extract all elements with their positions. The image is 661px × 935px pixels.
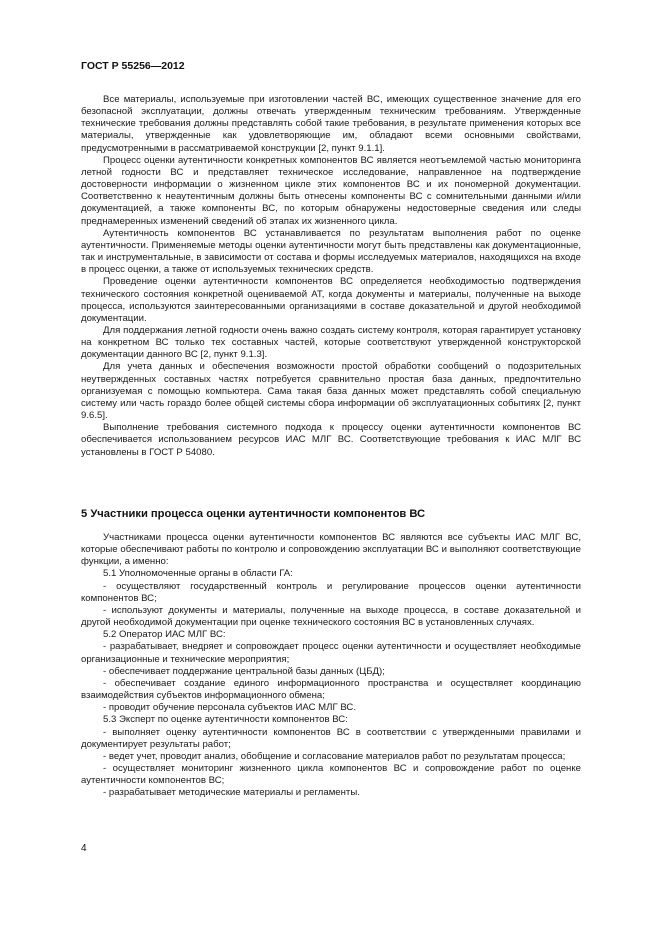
subsection-heading: 5.3 Эксперт по оценке аутентичности компонентов ВС:	[103, 714, 348, 726]
list-item: - ведет учет, проводит анализ, обобщение и согласование материалов работ по результатам процесса;	[103, 750, 566, 762]
paragraph: Процесс оценки аутентичности конкретных компонентов ВС является неотъемлемой частью мониторинга летной годности ВС и представляет техническое исследование, направленное на подтверждение достоверности информации о жизненном цикле этих компонентов ВС и их пономерной документации. Соответственно к неаутентичным должны быть отнесены компоненты ВС с сомнительными данными и/или документацией, а также компоненты ВС, по которым обнаружены недостоверные сведения или следы преднамеренных изменений сведений об этапах их жизненного цикла.	[81, 154, 581, 227]
list-item: - разрабатывает, внедряет и сопровождает процесс оценки аутентичности и осуществляет необходимые организационные и технические мероприятия;	[81, 641, 581, 665]
subsection-heading: 5.2 Оператор ИАС МЛГ ВС:	[103, 629, 226, 641]
list-item: - обеспечивает создание единого информационного пространства и осуществляет координацию взаимодействия субъектов информационного обмена;	[81, 677, 581, 702]
list-item: - проводит обучение персонала субъектов ИАС МЛГ ВС.	[103, 702, 357, 714]
list-item: - осуществляет мониторинг жизненного цикла компонентов ВС и сопровождение работ по оценке аутентичности компонентов ВС;	[81, 762, 581, 787]
intro-body	[81, 94, 581, 459]
paragraph: Для учета данных и обеспечения возможности простой обработки сообщений о подозрительных неутвержденных составных частях потребуется сравнительно простая база данных, предпочтительно организуемая с помощью компьютера. Сама такая база данных может представлять собой специальную систему или часть гораздо более общей системы сбора информации об эксплуатационных событиях [2, пункт 9.6.5].	[81, 361, 581, 422]
paragraph: Аутентичность компонентов ВС устанавливается по результатам выполнения работ по оценке аутентичности. Применяемые методы оценки аутентичности могут быть представлены как документационные, так и инструментальные, в зависимости от состава и формы исследуемых материалов, находящихся на входе в процесс оценки, а также от используемых технических средств.	[81, 227, 581, 276]
list-item: - разрабатывает методические материалы и регламенты.	[103, 787, 360, 799]
list-item: - обеспечивает поддержание центральной базы данных (ЦБД);	[103, 665, 385, 677]
list-item: - осуществляют государственный контроль и регулирование процессов оценки аутентичности компонентов ВС;	[81, 580, 581, 604]
paragraph: Для поддержания летной годности очень важно создать систему контроля, которая гарантирует установку на конкретном ВС только тех составных частей, которые соответствуют утвержденной конструкторской документации данного ВС [2, пункт 9.1.3].	[81, 324, 581, 361]
paragraph: Участниками процесса оценки аутентичности компонентов ВС являются все субъекты ИАС МЛГ ВС, которые обеспечивают работы по контролю и сопровождению эксплуатации ВС и выполняют соответствующие функции, а именно:	[81, 532, 581, 568]
subsection-heading: 5.1 Уполномоченные органы в области ГА:	[103, 568, 293, 580]
list-item: - выполняет оценку аутентичности компонентов ВС в соответствии с утвержденными правилами и документирует результаты работ;	[81, 726, 581, 750]
section-body	[81, 532, 581, 799]
page-number: 4	[81, 843, 87, 854]
list-item: - используют документы и материалы, полученные на выходе процесса, в составе доказательной и другой необходимой документации при оценке технического состояния ВС в установленных случаях.	[81, 604, 581, 629]
standard-header: ГОСТ Р 55256—2012	[81, 60, 185, 72]
section-heading: 5 Участники процесса оценки аутентичности компонентов ВС	[81, 508, 426, 520]
paragraph: Все материалы, используемые при изготовлении частей ВС, имеющих существенное значение для его безопасной эксплуатации, должны отвечать утвержденным техническим требованиям. Утвержденные технические требования должны представлять собой такие требования, в результате применения которых все материалы, утвержденные как удовлетворяющие им, обладают всеми основными свойствами, предусмотренными в рассматриваемой конструкции [2, пункт 9.1.1].	[81, 94, 581, 154]
paragraph: Проведение оценки аутентичности компонентов ВС определяется необходимостью подтверждения технического состояния конкретной оцениваемой АТ, когда документы и материалы, полученные на выходе процесса, используются заинтересованными организациями в составе доказательной и другой необходимой документации.	[81, 276, 581, 324]
paragraph: Выполнение требования системного подхода к процессу оценки аутентичности компонентов ВС обеспечивается использованием ресурсов ИАС МЛГ ВС. Соответствующие требования к ИАС МЛГ ВС установлены в ГОСТ Р 54080.	[81, 422, 581, 458]
